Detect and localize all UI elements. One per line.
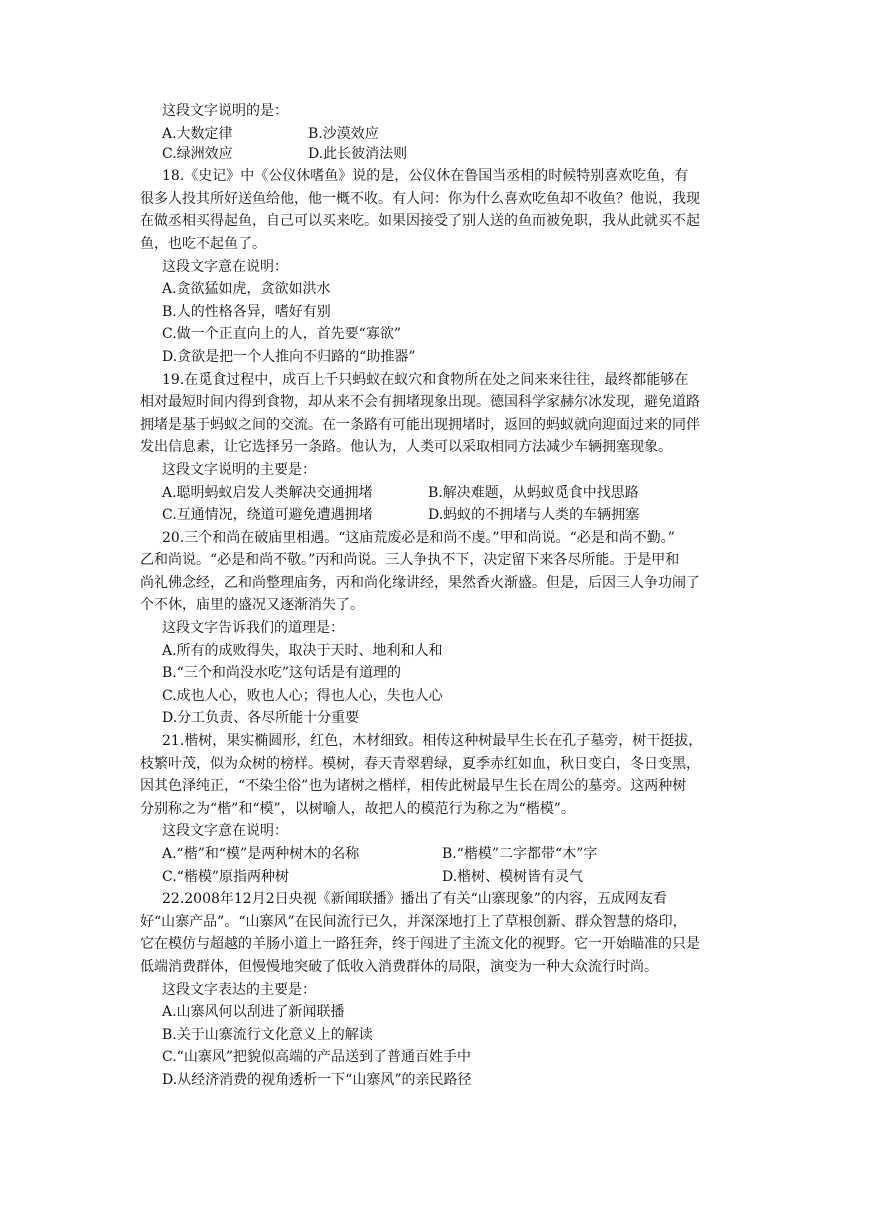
q22-line-4: 低端消费群体，但慢慢地突破了低收入消费群体的局限，演变为一种大众流行时尚。	[140, 958, 658, 975]
q20-line-3: 尚礼佛念经，乙和尚整理庙务，丙和尚化缘讲经，果然香火渐盛。但是，后因三人争功闹了	[140, 574, 700, 591]
q20-option-b: B.“三个和尚没水吃”这句话是有道理的	[162, 665, 402, 682]
q19-options-row-2	[140, 504, 740, 527]
q18-line-1: 18.《史记》中《公仪休嗜鱼》说的是，公仪休在鲁国当丞相的时候特别喜欢吃鱼，有	[162, 168, 689, 185]
q17-option-c: C.绿洲效应	[162, 145, 233, 162]
q21-line-2: 枝繁叶茂，似为众树的榜样。模树，春天青翠碧绿，夏季赤红如血，秋日变白，冬日变黑，	[140, 755, 700, 772]
q18-option-b: B.人的性格各异，嗜好有别	[162, 303, 331, 320]
q20-line-2: 乙和尚说。“必是和尚不敬。”丙和尚说。三人争执不下，决定留下来各尽所能。于是甲和	[140, 552, 680, 569]
q19-line-4: 发出信息素，让它选择另一条路。他认为，人类可以采取相同方法减少车辆拥塞现象。	[140, 439, 672, 456]
q21-options-row-2	[140, 866, 740, 889]
q18-line-2: 很多人投其所好送鱼给他，他一概不收。有人问：你为什么喜欢吃鱼却不收鱼？他说，我现	[140, 190, 700, 207]
q17-option-b: B.沙漠效应	[308, 125, 379, 142]
q18-option-d: D.贪欲是把一个人推向不归路的“助推器”	[162, 348, 416, 365]
q21-option-b: B.“楷模”二字都带“木”字	[442, 846, 598, 862]
q22-option-a: A.山寨风何以刮进了新闻联播	[162, 1004, 345, 1021]
q18-line-4: 鱼，也吃不起鱼了。	[140, 235, 266, 252]
q17-prompt: 这段文字说明的是：	[162, 103, 288, 119]
q20-option-c: C.成也人心，败也人心；得也人心，失也人心	[162, 687, 443, 704]
q19-prompt: 这段文字说明的主要是：	[162, 461, 316, 478]
q19-line-1: 19.在觅食过程中，成百上千只蚂蚁在蚁穴和食物所在处之间来来往往，最终都能够在	[162, 371, 689, 388]
q17-option-d: D.此长彼消法则	[308, 145, 408, 162]
q18-option-a: A.贪欲猛如虎，贪欲如洪水	[162, 281, 331, 298]
question-text	[140, 100, 740, 1092]
q19-line-2: 相对最短时间内得到食物，却从来不会有拥堵现象出现。德国科学家赫尔冰发现，避免道路	[140, 394, 700, 411]
q21-option-a: A.“楷”和“模”是两种树木的名称	[162, 846, 360, 862]
q22-prompt: 这段文字表达的主要是：	[162, 981, 316, 998]
q22-option-d: D.从经济消费的视角透析一下“山寨风”的亲民路径	[162, 1071, 472, 1088]
q21-line-1: 21.楷树，果实椭圆形，红色，木材细致。相传这种树最早生长在孔子墓旁，树干挺拔，	[162, 733, 703, 750]
q19-options-row-1	[140, 482, 740, 505]
q21-line-4: 分别称之为“楷”和“模”，以树喻人，故把人的模范行为称之为“楷模”。	[140, 800, 575, 817]
q17-option-a: A.大数定律	[162, 125, 233, 142]
q20-line-4: 个不休，庙里的盛况又逐渐消失了。	[140, 597, 364, 614]
q19-option-b: B.解决难题，从蚂蚁觅食中找思路	[428, 484, 639, 501]
q21-option-d: D.楷树、模树皆有灵气	[442, 868, 584, 885]
q21-line-3: 因其色泽纯正，“不染尘俗”也为诸树之楷样，相传此树最早生长在周公的墓旁。这两种树	[140, 778, 687, 795]
q22-line-1: 22.2008年12月2日央视《新闻联播》播出了有关“山寨现象”的内容，五成网友看	[162, 891, 667, 908]
q18-prompt: 这段文字意在说明：	[162, 258, 288, 275]
q20-option-d: D.分工负责、各尽所能十分重要	[162, 710, 360, 727]
q21-option-c: C.“楷模”原指两种树	[162, 868, 289, 885]
q22-line-3: 它在模仿与超越的羊肠小道上一路狂奔，终于闯进了主流文化的视野。它一开始瞄准的只是	[140, 936, 700, 953]
q21-options-row-1	[140, 843, 740, 866]
q20-line-1: 20.三个和尚在破庙里相遇。“这庙荒废必是和尚不虔。”甲和尚说。“必是和尚不勤。”	[162, 529, 675, 546]
q22-option-b: B.关于山寨流行文化意义上的解读	[162, 1026, 373, 1043]
q21-prompt: 这段文字意在说明：	[162, 823, 288, 840]
q20-prompt: 这段文字告诉我们的道理是：	[162, 620, 344, 637]
q17-options-row-1	[140, 123, 740, 143]
q19-option-c: C.互通情况，绕道可避免遭遇拥堵	[162, 507, 373, 524]
q18-option-c: C.做一个正直向上的人，首先要“寡欲”	[162, 326, 401, 343]
q17-options-row-2	[140, 143, 740, 166]
q19-option-a: A.聪明蚂蚁启发人类解决交通拥堵	[162, 484, 373, 501]
q18-line-3: 在做丞相买得起鱼，自己可以买来吃。如果因接受了别人送的鱼而被免职，我从此就买不起	[140, 213, 700, 230]
q22-option-c: C.“山寨风”把貌似高端的产品送到了普通百姓手中	[162, 1049, 471, 1066]
q22-line-2: 好“山寨产品”。“山寨风”在民间流行已久，并深深地打上了草根创新、群众智慧的烙印，	[140, 913, 687, 930]
q20-option-a: A.所有的成败得失，取决于天时、地利和人和	[162, 642, 443, 659]
q19-option-d: D.蚂蚁的不拥堵与人类的车辆拥塞	[428, 507, 640, 524]
q19-line-3: 拥堵是基于蚂蚁之间的交流。在一条路有可能出现拥堵时，返回的蚂蚁就向迎面过来的同伴	[140, 416, 700, 433]
